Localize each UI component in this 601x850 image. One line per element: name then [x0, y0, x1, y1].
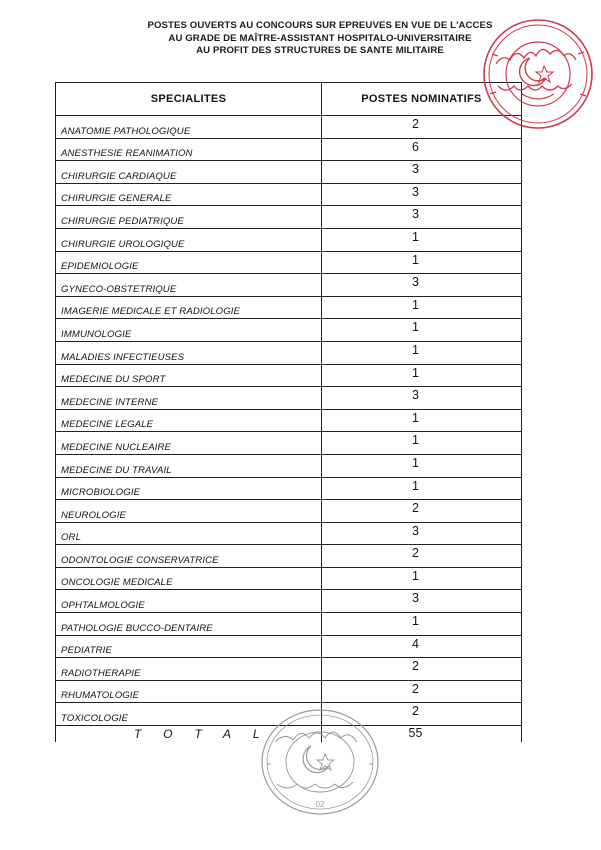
specialite-cell: ODONTOLOGIE CONSERVATRICE: [56, 545, 322, 568]
specialite-cell: IMAGERIE MEDICALE ET RADIOLOGIE: [56, 296, 322, 319]
table-row: [56, 319, 522, 342]
specialite-cell: NEUROLOGIE: [56, 500, 322, 523]
specialite-cell: RHUMATOLOGIE: [56, 680, 322, 703]
table-row: [56, 522, 522, 545]
postes-cell: 1: [322, 454, 522, 477]
total-value: 55: [322, 726, 522, 743]
postes-cell: 3: [322, 387, 522, 410]
table-row: [56, 138, 522, 161]
table-row: [56, 274, 522, 297]
table-row: [56, 364, 522, 387]
postes-cell: 1: [322, 477, 522, 500]
postes-cell: 1: [322, 567, 522, 590]
postes-cell: 1: [322, 251, 522, 274]
specialite-cell: TOXICOLOGIE: [56, 703, 322, 726]
table-row: [56, 658, 522, 681]
specialite-cell: RADIOTHERAPIE: [56, 658, 322, 681]
specialite-cell: MEDECINE INTERNE: [56, 387, 322, 410]
positions-table: [55, 82, 522, 742]
postes-cell: 3: [322, 590, 522, 613]
postes-cell: 2: [322, 545, 522, 568]
table-row: [56, 590, 522, 613]
postes-cell: 3: [322, 161, 522, 184]
title-line-3: AU PROFIT DES STRUCTURES DE SANTE MILITAIRE: [196, 45, 444, 56]
table-row: [56, 228, 522, 251]
postes-cell: 1: [322, 341, 522, 364]
official-stamp-top-right: [478, 14, 598, 134]
specialite-cell: MEDECINE DU SPORT: [56, 364, 322, 387]
specialite-cell: IMMUNOLOGIE: [56, 319, 322, 342]
table-row: [56, 206, 522, 229]
postes-cell: 2: [322, 680, 522, 703]
postes-cell: 1: [322, 296, 522, 319]
specialite-cell: MEDECINE NUCLEAIRE: [56, 432, 322, 455]
table-row: [56, 477, 522, 500]
specialite-cell: ONCOLOGIE MEDICALE: [56, 567, 322, 590]
table-row: [56, 500, 522, 523]
table-row: [56, 432, 522, 455]
postes-cell: 2: [322, 116, 522, 139]
table-row: [56, 635, 522, 658]
postes-cell: 1: [322, 319, 522, 342]
postes-cell: 1: [322, 613, 522, 636]
postes-cell: 1: [322, 364, 522, 387]
postes-cell: 4: [322, 635, 522, 658]
title-line-2: AU GRADE DE MAÎTRE-ASSISTANT HOSPITALO-UNIVERSITAIRE: [168, 32, 472, 44]
table-row: [56, 116, 522, 139]
specialite-cell: MALADIES INFECTIEUSES: [56, 341, 322, 364]
table-header-row: [56, 83, 522, 116]
table-row: [56, 567, 522, 590]
postes-cell: 3: [322, 206, 522, 229]
table-row: [56, 296, 522, 319]
specialite-cell: CHIRURGIE PEDIATRIQUE: [56, 206, 322, 229]
postes-cell: 1: [322, 228, 522, 251]
specialite-cell: PATHOLOGIE BUCCO-DENTAIRE: [56, 613, 322, 636]
table-row: [56, 341, 522, 364]
specialite-cell: OPHTALMOLOGIE: [56, 590, 322, 613]
specialite-cell: MEDECINE LEGALE: [56, 409, 322, 432]
table-row: [56, 409, 522, 432]
table-body: [56, 116, 522, 743]
postes-cell: 1: [322, 432, 522, 455]
specialite-cell: CHIRURGIE CARDIAQUE: [56, 161, 322, 184]
postes-cell: 3: [322, 183, 522, 206]
specialite-cell: MICROBIOLOGIE: [56, 477, 322, 500]
table-row: [56, 613, 522, 636]
postes-cell: 3: [322, 522, 522, 545]
table-row: [56, 545, 522, 568]
postes-cell: 2: [322, 500, 522, 523]
specialite-cell: ANATOMIE PATHOLOGIQUE: [56, 116, 322, 139]
specialite-cell: MEDECINE DU TRAVAIL: [56, 454, 322, 477]
postes-cell: 2: [322, 703, 522, 726]
postes-cell: 3: [322, 274, 522, 297]
specialite-cell: ORL: [56, 522, 322, 545]
specialite-cell: CHIRURGIE UROLOGIQUE: [56, 228, 322, 251]
table-row: [56, 387, 522, 410]
specialite-cell: PEDIATRIE: [56, 635, 322, 658]
specialite-cell: EPIDEMIOLOGIE: [56, 251, 322, 274]
total-label: TOTAL: [56, 726, 322, 743]
specialite-cell: CHIRURGIE GENERALE: [56, 183, 322, 206]
column-header-specialites: SPECIALITES: [56, 83, 322, 116]
specialite-cell: GYNECO-OBSTETRIQUE: [56, 274, 322, 297]
table-row: [56, 183, 522, 206]
table-row: [56, 680, 522, 703]
table-row: [56, 251, 522, 274]
postes-cell: 2: [322, 658, 522, 681]
title-line-1: POSTES OUVERTS AU CONCOURS SUR EPREUVES EN VUE DE L'ACCES: [147, 20, 493, 31]
postes-cell: 1: [322, 409, 522, 432]
table-row: [56, 161, 522, 184]
table-row: [56, 454, 522, 477]
specialite-cell: ANESTHESIE REANIMATION: [56, 138, 322, 161]
postes-cell: 6: [322, 138, 522, 161]
official-stamp-bottom: [255, 706, 385, 824]
column-header-postes: POSTES NOMINATIFS: [322, 83, 522, 116]
stamp-number: 02: [315, 800, 325, 809]
